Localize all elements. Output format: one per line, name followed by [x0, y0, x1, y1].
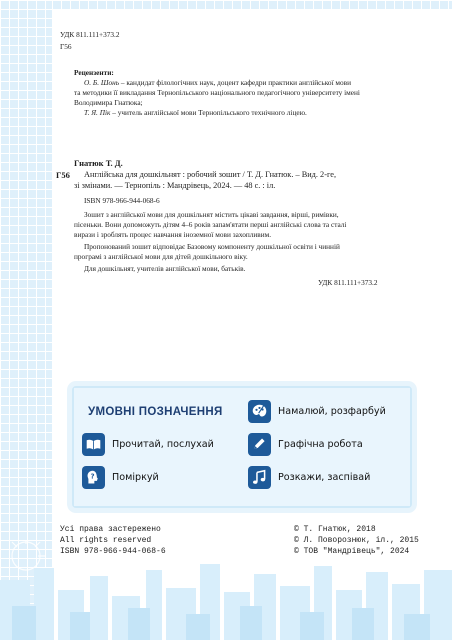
legend-label-think: Поміркуй [112, 472, 159, 483]
question-head-icon [82, 466, 105, 489]
bib-desc-1-l2: пісеньки. Вони допоможуть дітям 4–6 років запам'ятати перші англійські слова та сталі [74, 220, 347, 229]
footer-isbn: ISBN 978-966-944-068-6 [60, 547, 166, 556]
open-book-icon [82, 433, 105, 456]
udk-top: УДК 811.111+373.2 [60, 30, 120, 39]
svg-text:?: ? [90, 472, 95, 481]
bib-isbn: ISBN 978-966-944-068-6 [84, 196, 160, 205]
legend-item-graphic [248, 433, 363, 456]
legend-label-read: Прочитай, послухай [112, 439, 214, 450]
paint-palette-icon [248, 400, 271, 423]
copyright-author: © Т. Гнатюк, 2018 [294, 525, 376, 534]
legend-item-sing [248, 466, 370, 489]
reviewer-2-name: Т. Я. Пік [84, 108, 111, 117]
reviewer-1-line-2: та методики її викладання Тернопільського національного педагогічного університету імені [74, 88, 360, 97]
bib-desc-3: Для дошкільнят, учителів англійської мови, батьків. [84, 264, 246, 273]
grid-background-top [52, 0, 452, 10]
bib-desc-2-l1: Пропонований зошит відповідає Базовому компоненту дошкільної освіти і чинній [84, 242, 340, 251]
bib-desc-1-l1: Зошит з англійської мови для дошкільнят містить цікаві завдання, вірші, римівки, [84, 210, 339, 219]
reviewer-1-name: О. Б. Шонь [84, 78, 120, 87]
pencil-icon [248, 433, 271, 456]
legend-label-draw: Намалюй, розфарбуй [278, 406, 386, 417]
legend-item-read [82, 433, 214, 456]
footer-rights-ukr: Усі права застережено [60, 525, 161, 534]
music-note-icon [248, 466, 271, 489]
legend-item-draw [248, 400, 386, 423]
bib-author: Гнатюк Т. Д. [74, 158, 123, 168]
reviewers-heading: Рецензенти: [74, 68, 114, 77]
reviewer-1-line-3: Володимира Гнатюка; [74, 98, 143, 107]
bib-code: Г56 [56, 170, 70, 180]
legend-label-graphic: Графічна робота [278, 439, 363, 450]
footer-rights-eng: All rights reserved [60, 536, 152, 545]
bib-desc-2-l2: програмі з англійської мови для дітей дошкільного віку. [74, 252, 248, 261]
legend-title: УМОВНІ ПОЗНАЧЕННЯ [88, 406, 223, 418]
copyright-publisher: © ТОВ "Мандрівець", 2024 [294, 547, 410, 556]
bib-line-1: Англійська для дошкільнят : робочий зошит / Т. Д. Гнатюк. – Вид. 2-ге, [84, 170, 337, 179]
footer-copyrights [294, 524, 419, 557]
bib-udk: УДК 811.111+373.2 [318, 278, 378, 287]
code-top: Г56 [60, 42, 72, 51]
reviewer-1-line-1 [84, 78, 351, 88]
bib-line-2: зі змінами. — Тернопіль : Мандрівець, 2024. — 48 с. : іл. [74, 181, 276, 190]
legend-panel [72, 386, 412, 508]
footer-rights [60, 524, 166, 557]
legend-label-sing: Розкажи, заспівай [278, 472, 371, 483]
reviewer-1-text-1: – кандидат філологічних наук, доцент кафедри практики англійської мови [119, 78, 352, 87]
reviewer-2-text: – учитель англійської мови Тернопільського технічного ліцею. [110, 108, 307, 117]
legend-item-think [82, 466, 159, 489]
bib-desc-1-l3: вирази і зроблять процес навчання іноземної мови захопливим. [74, 230, 272, 239]
reviewer-2-line [84, 108, 307, 118]
copyright-illustrator: © Л. Поворознюк, іл., 2015 [294, 536, 419, 545]
